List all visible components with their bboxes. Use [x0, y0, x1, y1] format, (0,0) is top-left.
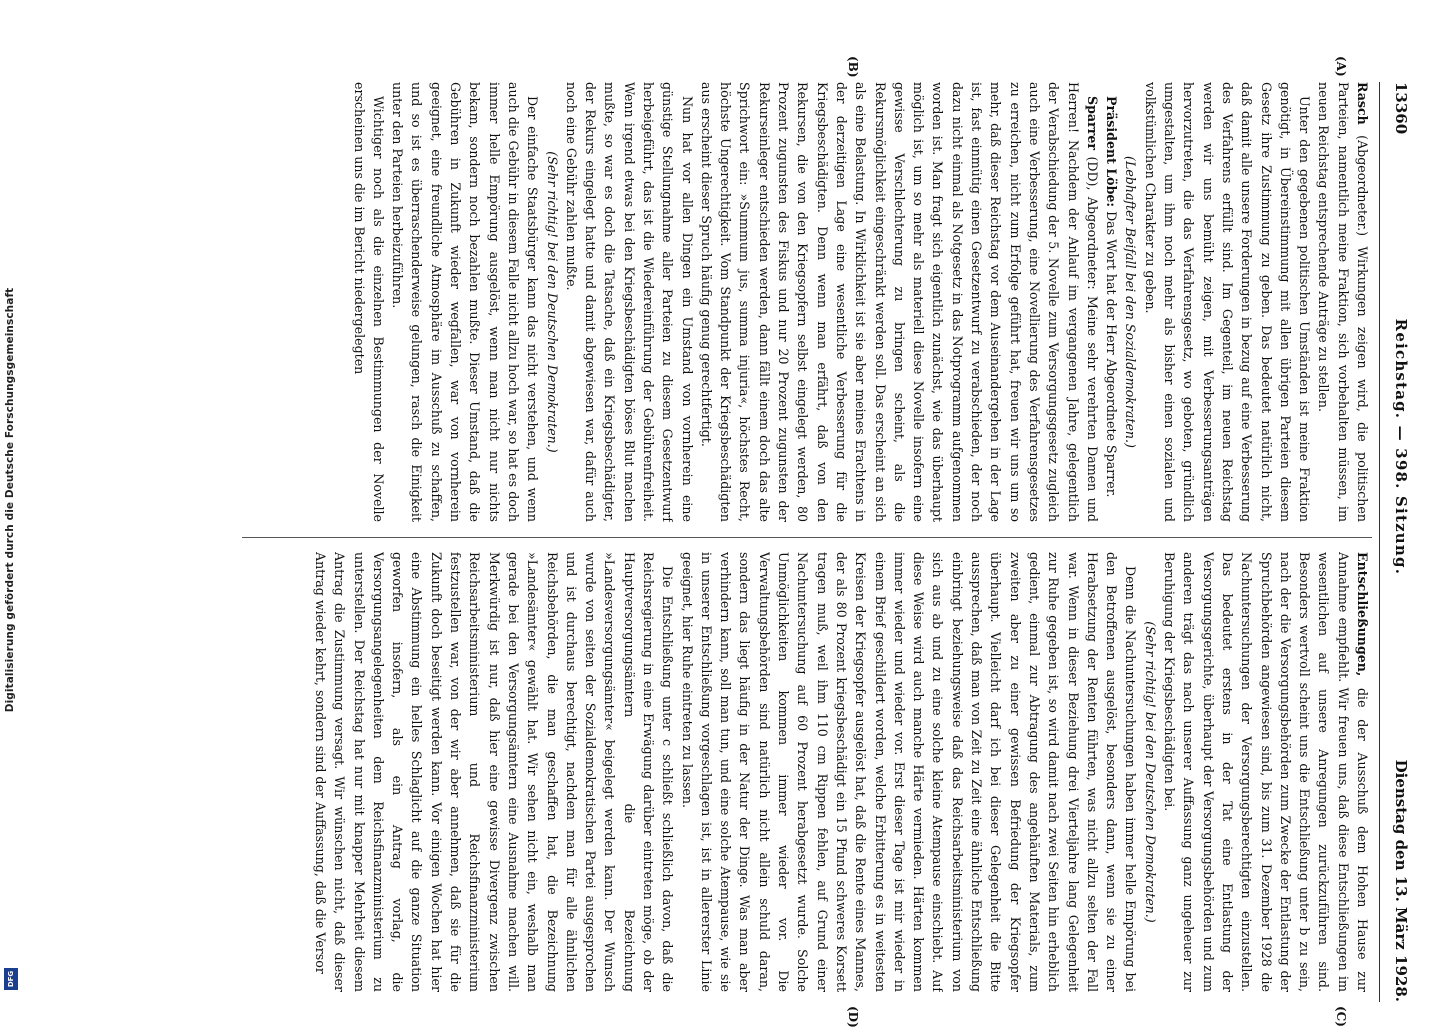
page-number: 13360 — [1392, 82, 1410, 135]
speaker-name: Sparrer — [1084, 96, 1100, 150]
left-column — [242, 82, 1372, 522]
margin-mark-a: (A) — [1334, 56, 1348, 77]
margin-mark-d: (D) — [846, 1006, 860, 1028]
applause-note: (Sehr richtig! bei den Deutschen Demokraten.) — [544, 151, 560, 453]
paragraph: Wichtiger noch als die einzelnen Bestimmungen der Novelle erscheinen uns die im Bericht niedergelegten — [351, 82, 386, 522]
paragraph: Der einfache Staatsbürger kann das nicht verstehen, und wenn auch die Gebühr in diesem Falle nicht allzu hoch war, so hat es doch immer helle Empörung ausgelöst, wenn man nicht nur nichts bekam, sondern noch bezahlen mußte. Dieser Umstand, daß die Gebühren in Zukunft wieder wegfallen, war von vornherein geeignet, eine freundliche Atmosphäre im Ausschuß zu schaffen, und so ist es überraschenderweise gelungen, rasch die Einigkeit unter den Parteien herbeizuführen. — [390, 82, 541, 522]
speaker-name: Rasch — [1355, 82, 1370, 125]
dfg-logo: DFG — [4, 968, 18, 990]
margin-mark-c: (C) — [1334, 1006, 1348, 1027]
applause-note: (Sehr richtig! bei den Deutschen Demokraten.) — [1142, 621, 1158, 923]
attribution-text: Digitalisierung gefördert durch die Deutsche Forschungsgemeinschaft — [4, 287, 16, 713]
paragraph: Die Entschließung unter c schließt schließlich davon, daß die Reichsregierung in eine Erwägung darüber eintreten möge, ob der Hauptversorgungsämtern die Bezeichnung »Landesversorgungsämter« beigelegt werden kann. Der Wunsch wurde von seiten der Sozialdemokratischen Partei ausgesprochen und ist durchaus berechtigt, nachdem man für alle ähnlichen Reichsbehörden, die man geschaffen hat, die Bezeichnung »Landesämter« gewählt hat. Wir sehen nicht ein, weshalb man gerade bei den Versorgungsämtern eine Ausnahme machen will. Merkwürdig ist nur, daß hier eine gewisse Divergenz zwischen Reichsarbeitsministerium und Reichsfinanzministerium festzustellen war, von der wir aber annehmen, daß sie für die Zukunft doch beseitigt werden kann. Vor einigen Wochen hat hier eine Abstimmung ein helles Schlaglicht auf die ganze Situation geworfen insofern, als ein Antrag vorlag, die Versorgungsangelegenheiten dem Reichsfinanzministerium zu unterstellen. Der Reichstag hat nur mit knapper Mehrheit diesem Antrag die Zustimmung versagt. Wir wünschen nicht, daß dieser Antrag wieder kehrt, sondern sind der Auffassung, daß die Versor — [312, 552, 676, 992]
speaker-name: Präsident Löbe: — [1104, 96, 1120, 208]
column-divider — [242, 537, 1372, 538]
paragraph: Unter den gegebenen politischen Umständen ist meine Fraktion genötigt, in Übereinstimmung mit allen übrigen Parteien diesem Gesetz ihre Zustimmung zu geben. Das bedeutet natürlich nicht, daß damit alle unsere Forderungen in bezug auf eine Verbesserung des Verfahrens erfüllt sind. Im Gegenteil, im neuen Reichstag werden wir uns bemüht zeigen, mit Verbesserungsanträgen hervorzutreten, die das Verfahrensgesetz, wo geboten, gründlich umgestalten, um ihm noch mehr als bisher einen sozialen und volkstümlichen Charakter zu geben. — [1142, 82, 1313, 522]
document-page — [0, 56, 1410, 1028]
paragraph: Rasch (Abgeordneter.) Wirkungen zeigen wird, die politischen Parteien, namentlich meine Fraktion, sich vorbehalten müssen, im neuen Reichstag entsprechende Anträge zu stellen. — [1316, 82, 1370, 522]
speaker-role: (Abgeordneter.) — [1355, 135, 1370, 237]
margin-mark-b: (B) — [846, 56, 860, 78]
paragraph: Denn die Nachuntersuchungen haben immer helle Empörung bei den Betroffenen ausgelöst, besonders dann, wenn sie zu einer Herabsetzung der Renten führten, was nicht allzu selten der Fall war. Wenn in dieser Beziehung drei Vierteljahre lang Gelegenheit zur Ruhe gegeben ist, so wird damit nach zwei Seiten hin erheblich gedient, einmal zur Abtragung des angehäuften Materials, zum zweiten aber zu einer gewissen Befriedung der Kriegsopfer überhaupt. Vielleicht darf ich bei dieser Gelegenheit die Bitte aussprechen, daß man von Zeit zu Zeit eine ähnliche Entschließung einbringt beziehungsweise daß das Reichsarbeitsministerium von sich aus ab und zu eine solche kleine Atempause einschiebt. Auf diese Weise wird auch manche Härte vermieden. Härten kommen immer wieder und wieder vor. Erst dieser Tage ist mir wieder in einem Brief geschildert worden, welche Erbitterung es in weitesten Kreisen der Kriegsopfer ausgelöst hat, daß die Rente eines Mannes, der als 80 Prozent kriegsbeschädigt ein 15 Pfund schweres Korsett tragen muß, weil ihm 110 cm Rippen fehlen, auf Grund einer Nachuntersuchung auf 60 Prozent herabgesetzt wurde. Solche Unmöglichkeiten kommen immer wieder vor. Die Verwaltungsbehörden sind natürlich nicht allein schuld daran, sondern das liegt häufig in der Natur der Dinge. Was man aber verhindern kann, soll man tun, und eine solche Atempause, wie sie in unserer Entschließung vorgeschlagen ist, ist in allererster Linie geeignet, hier Ruhe eintreten zu lassen. — [679, 552, 1139, 992]
page-header — [1379, 82, 1410, 1002]
right-column — [242, 552, 1372, 992]
applause-note: (Lebhafter Beifall bei den Sozialdemokraten.) — [1123, 156, 1139, 448]
page-date: Dienstag den 13. März 1928. — [1392, 759, 1410, 1002]
page-title: Reichstag. — 398. Sitzung. — [1392, 318, 1410, 576]
paragraph: Nun hat vor allen Dingen ein Umstand von vornherein eine günstige Stellungnahme aller Parteien zu diesem Gesetzentwurf herbeigeführt, das ist die Wiedereinführung der Gebührenfreiheit. Wenn irgend etwas bei den Kriegsbeschädigten böses Blut machen mußte, so war es doch die Tatsache, daß ein Kriegsbeschädigter, der Rekurs eingelegt hatte und damit abgewiesen war, dafür auch noch eine Gebühr zahlen mußte. — [563, 82, 695, 522]
paragraph: Sparrer (DD), Abgeordneter: Meine sehr verehrten Damen und Herren! Nachdem der Anlauf im vergangenen Jahre, gelegentlich der Verabschiedung der 5. Novelle zum Versorgungsgesetz zugleich auch eine Verbesserung, eine Novellierung des Verfahrensgesetzes zu erreichen, nicht zum Erfolge geführt hat, freuen wir uns um so mehr, daß dieser Reichstag vor dem Auseinandergehen in der Lage ist, fast einmütig einen Gesetzentwurf zu verabschieden, der noch dazu nicht einmal als Notgesetz in das Notprogramm aufgenommen worden ist. Man fragt sich eigentlich zunächst, wie das überhaupt möglich ist, um so mehr als materiell diese Novelle insofern eine gewisse Verschlechterung zu bringen scheint, als die Rekursmöglichkeit eingeschränkt werden soll. Das erscheint an sich als eine Belastung. In Wirklichkeit ist sie aber meines Erachtens in der derzeitigen Lage eine wesentliche Verbesserung für die Kriegsbeschädigten. Denn wenn man erfährt, daß von den Rekursen, die von den Kriegsopfern selbst eingelegt werden, 80 Prozent zugunsten des Fiskus und nur 20 Prozent zugunsten der Rekurseinleger entschieden werden, dann fällt einem doch das alte Sprichwort ein: »Summum jus, summa injuria«, höchstes Recht, höchste Ungerechtigkeit. Vom Standpunkt der Kriegsbeschädigten aus erscheint dieser Spruch häufig genug gerechtfertigt. — [698, 82, 1100, 522]
paragraph: Entschließungen, die der Ausschuß dem Hohen Hause zur Annahme empfiehlt. Wir freuen uns, daß diese Entschließungen im wesentlichen auf unsere Anregungen zurückzuführen sind. Besonders wertvoll scheint uns die Entschließung unter b zu sein, nach der die Versorgungsbehörden zum Zwecke der Entlastung der Spruchbehörden angewiesen sind, bis zum 31. Dezember 1928 die Nachuntersuchungen der Versorgungsberechtigten einzustellen. Das bedeutet erstens in der Tat eine Entlastung der Versorgungsgerichte, überhaupt der Versorgungsbehörden und zum anderen trägt das nach unserer Auffassung ganz ungeheuer zur Beruhigung der Kriegsbeschädigten bei. — [1162, 552, 1370, 992]
paragraph: Präsident Löbe: Das Wort hat der Herr Abgeordnete Sparrer. — [1104, 96, 1120, 498]
